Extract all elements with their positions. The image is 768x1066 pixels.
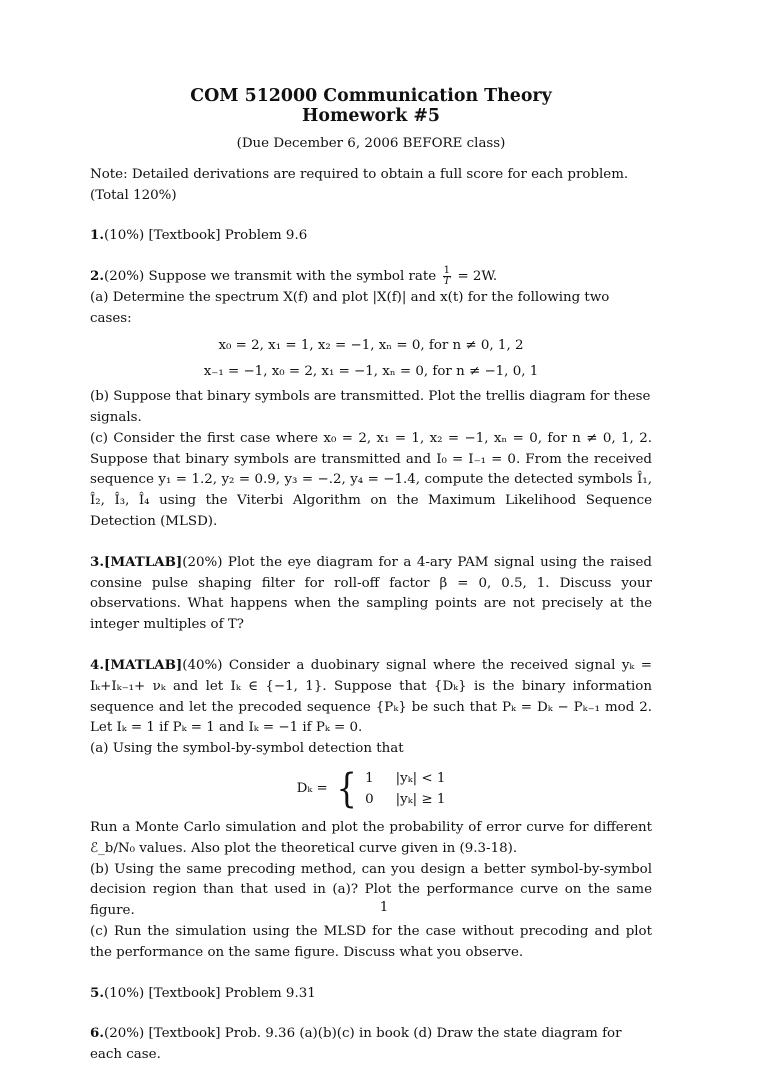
- problem-5: [90, 983, 652, 1005]
- fraction-denominator: T: [443, 276, 451, 288]
- problem-2-intro-line: [90, 266, 652, 288]
- rate-equation: = 2W.: [457, 269, 498, 285]
- cases-block: [365, 768, 445, 810]
- problem-4-part-b: (b) Using the same precoding method, can you design a better symbol-by-symbol decision region than that used in (a)? Plot the performance curve on the same figure.: [90, 861, 652, 919]
- course-title: COM 512000 Communication Theory: [190, 86, 552, 106]
- dk-lhs: Dₖ =: [296, 780, 328, 796]
- problem-3-text: (20%) Plot the eye diagram for a 4-ary PAM signal using the raised consine pulse shaping filter for roll-off factor β = 0, 0.5, 1. Discuss your observations. What happens when the sampling points are not precisely at the integer multiples of T?: [90, 554, 652, 633]
- note-text: Note: Detailed derivations are required to obtain a full score for each problem. (Total 120%): [90, 166, 629, 203]
- problem-4: [90, 655, 652, 964]
- case-row-2: [365, 789, 445, 810]
- problem-2-part-c: (c) Consider the first case where x₀ = 2, x₁ = 1, x₂ = −1, xₙ = 0, for n ≠ 0, 1, 2. Suppose that binary symbols are transmitted and I₀ = I₋₁ = 0. From the received sequence y₁ = 1.2, y₂ = 0.9, y₃ = −.2, y₄ = −1.4, compute the detected symbols Î₁, Î₂, Î₃, Î₄ using the Viterbi Algorithm on the Maximum Likelihood Sequence Detection (MLSD).: [90, 430, 652, 529]
- homework-title: Homework #5: [301, 106, 440, 126]
- problem-2-number: 2.: [90, 268, 104, 285]
- problem-1-number: 1.: [90, 227, 104, 244]
- problem-6-number: 6.: [90, 1025, 104, 1042]
- case-2-value: 0: [365, 791, 374, 807]
- problem-5-text: (10%) [Textbook] Problem 9.31: [103, 985, 316, 1001]
- detection-rule-equation: [90, 765, 652, 812]
- problem-4-text: (40%) Consider a duobinary signal where the received signal yₖ = Iₖ+Iₖ₋₁+ νₖ and let Iₖ ∈ {−1, 1}. Suppose that {Dₖ} is the binary information sequence and let the precoded sequence {Pₖ} be such that Pₖ = Dₖ − Pₖ₋₁ mod 2. Let Iₖ = 1 if Pₖ = 1 and Iₖ = −1 if Pₖ = 0.: [90, 657, 652, 736]
- problem-2-intro: (20%) Suppose we transmit with the symbol rate: [103, 269, 437, 285]
- page-number: 1: [379, 900, 389, 915]
- due-date: (Due December 6, 2006 BEFORE class): [236, 136, 506, 151]
- problem-4-intro: [90, 655, 652, 739]
- matlab-tag: [MATLAB]: [103, 553, 183, 570]
- case-2-condition: |yₖ| ≥ 1: [395, 791, 446, 807]
- case-equation-2: x₋₁ = −1, x₀ = 2, x₁ = −1, xₙ = 0, for n ≠ −1, 0, 1: [203, 364, 539, 380]
- case-1-value: 1: [365, 770, 374, 786]
- problem-5-number: 5.: [90, 984, 104, 1001]
- problem-1: [90, 225, 652, 247]
- problem-6-text: (20%) [Textbook] Prob. 9.36 (a)(b)(c) in book (d) Draw the state diagram for each case.: [90, 1026, 622, 1063]
- problem-2-part-a: (a) Determine the spectrum X(f) and plot |X(f)| and x(t) for the following two cases:: [90, 289, 610, 326]
- problem-1-text: (10%) [Textbook] Problem 9.6: [103, 228, 308, 244]
- left-brace: {: [336, 765, 357, 812]
- problem-4-part-a: (a) Using the symbol-by-symbol detection that: [90, 741, 404, 757]
- problem-4-number: 4.: [90, 656, 104, 673]
- symbol-rate-fraction: [443, 266, 452, 287]
- case-row-1: [365, 768, 445, 789]
- problem-4-part-c: (c) Run the simulation using the MLSD for the case without precoding and plot the performance on the same figure. Discuss what you observe.: [90, 923, 652, 960]
- problem-3-number: 3.: [90, 553, 104, 570]
- problem-4-monte-carlo: Run a Monte Carlo simulation and plot the probability of error curve for different ℰ_b/N₀ values. Also plot the theoretical curve given in (9.3-18).: [90, 819, 652, 856]
- document-page: [90, 86, 652, 1066]
- problem-6: [90, 1023, 652, 1066]
- fraction-numerator: 1: [443, 265, 451, 277]
- problem-2-part-b: (b) Suppose that binary symbols are transmitted. Plot the trellis diagram for these signals.: [90, 389, 651, 425]
- case-1-condition: |yₖ| < 1: [395, 770, 446, 786]
- matlab-tag: [MATLAB]: [103, 656, 183, 673]
- problem-3: [90, 552, 652, 636]
- case-equation-1: x₀ = 2, x₁ = 1, x₂ = −1, xₙ = 0, for n ≠ 0, 1, 2: [218, 337, 524, 353]
- problem-2: [90, 266, 652, 533]
